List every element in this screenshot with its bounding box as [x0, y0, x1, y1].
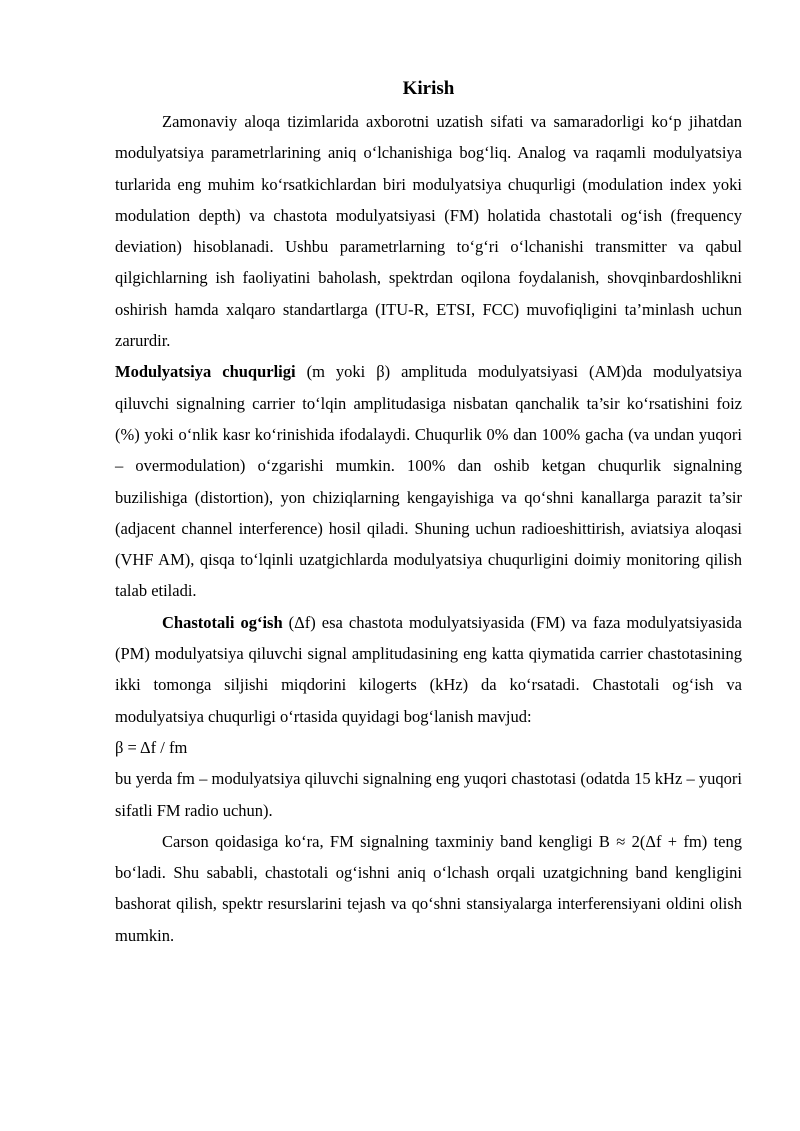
page-title: Kirish [402, 78, 455, 99]
document-page [115, 76, 742, 951]
paragraph-frequency-deviation-text: (Δf) esa chastota modulyatsiyasida (FM) va faza modulyatsiyasida (PM) modulyatsiya qiluvchi signal amplitudasining eng katta qiymatida carrier chastotasining ikki tomonga siljishi miqdorini kilogerts (kHz) da ko‘rsatadi. Chastotali og‘ish va modulyatsiya chuqurligi o‘rtasida quyidagi bog‘lanish mavjud: [115, 612, 742, 726]
paragraph-modulation-depth [115, 356, 742, 606]
paragraph-fm-definition: bu yerda fm – modulyatsiya qiluvchi signalning eng yuqori chastotasi (odatda 15 kHz – yuqori sifatli FM radio uchun). [115, 769, 742, 820]
paragraph-carson-rule: Carson qoidasiga ko‘ra, FM signalning taxminiy band kengligi B ≈ 2(Δf + fm) teng bo‘ladi. Shu sababli, chastotali og‘ishni aniq o‘lchash orqali uzatgichning band kengligini bashorat qilish, spektr resurslarini tejash va qo‘shni stansiyalarga interferensiyani oldini olish mumkin. [115, 831, 742, 945]
paragraph-frequency-deviation [115, 607, 742, 732]
term-frequency-deviation: Chastotali og‘ish [162, 612, 283, 632]
term-modulation-depth: Modulyatsiya chuqurligi [115, 362, 296, 382]
formula-line: β = Δf / fm [115, 737, 188, 757]
paragraph-modulation-depth-text: (m yoki β) amplituda modulyatsiyasi (AM)da modulyatsiya qiluvchi signalning carrier to‘lqin amplitudasiga nisbatan qanchalik ta’sir ko‘rsatishini foiz (%) yoki o‘nlik kasr ko‘rinishida ifodalaydi. Chuqurlik 0% dan 100% gacha (va undan yuqori – overmodulation) o‘zgarishi mumkin. 100% dan oshib ketgan chuqurlik signalning buzilishiga (distortion), yon chiziqlarning kengayishiga va qo‘shni kanallarga parazit ta’sir (adjacent channel interference) hosil qiladi. Shuning uchun radioeshittirish, aviatsiya aloqasi (VHF AM), qisqa to‘lqinli uzatgichlarda modulyatsiya chuqurligini doimiy monitoring qilish talab etiladi. [115, 362, 742, 601]
paragraph-intro: Zamonaviy aloqa tizimlarida axborotni uzatish sifati va samaradorligi ko‘p jihatdan modulyatsiya parametrlarining aniq o‘lchanishiga bog‘liq. Analog va raqamli modulyatsiya turlarida eng muhim ko‘rsatkichlardan biri modulyatsiya chuqurligi (modulation index yoki modulation depth) va chastota modulyatsiyasi (FM) holatida chastotali og‘ish (frequency deviation) hisoblanadi. Ushbu parametrlarning to‘g‘ri o‘lchanishi transmitter va qabul qilgichlarning ish faoliyatini baholash, spektrdan oqilona foydalanish, shovqinbardoshlikni oshirish hamda xalqaro standartlarga (ITU-R, ETSI, FCC) muvofiqligini ta’minlash uchun zarurdir. [115, 112, 742, 351]
